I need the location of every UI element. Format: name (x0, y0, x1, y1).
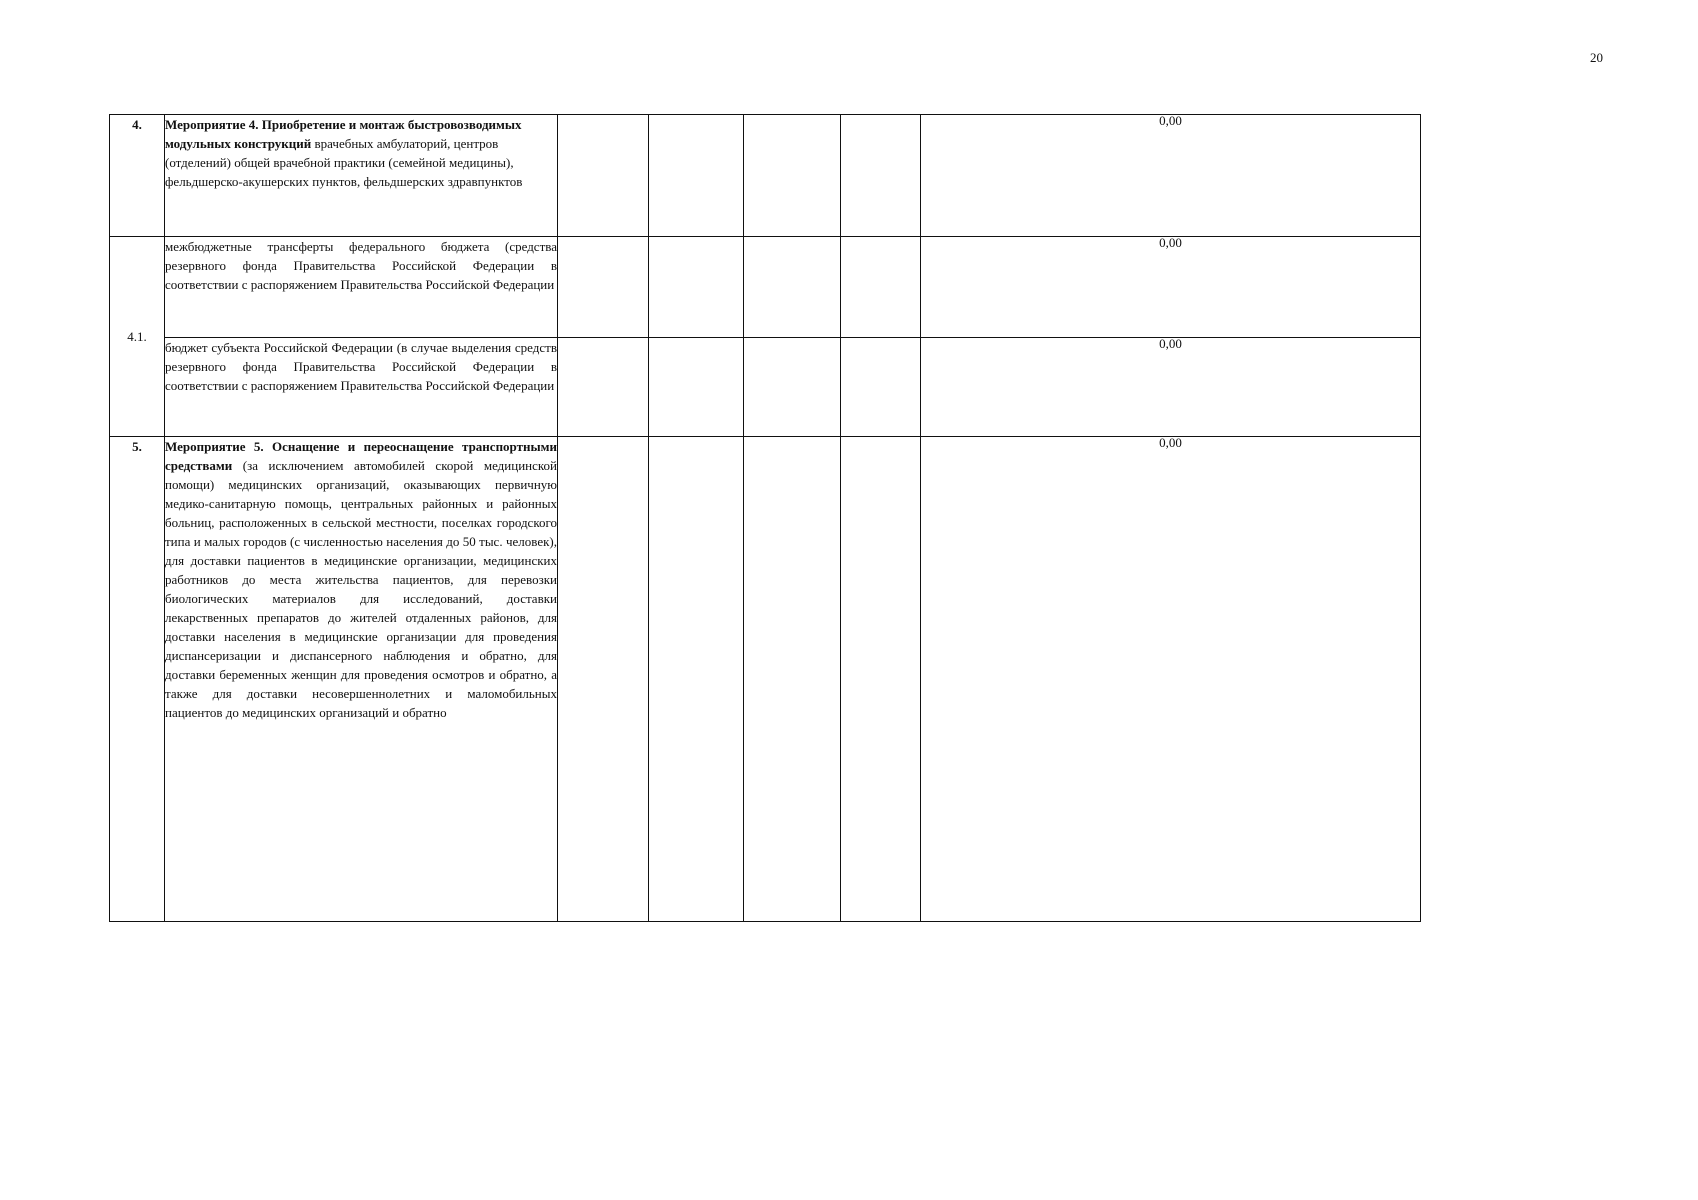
amount-cell: 0,00 (921, 338, 1421, 437)
row-number: 4. (110, 115, 165, 237)
empty-cell (649, 115, 744, 237)
empty-cell (841, 437, 921, 922)
empty-cell (558, 237, 649, 338)
empty-cell (558, 437, 649, 922)
empty-cell (649, 437, 744, 922)
empty-cell (841, 338, 921, 437)
measure-description (165, 115, 558, 237)
budget-table (109, 114, 1421, 922)
table-row (110, 115, 1421, 237)
amount-cell: 0,00 (921, 115, 1421, 237)
row-number: 4.1. (110, 237, 165, 437)
measure-description (165, 437, 558, 922)
page-number: 20 (1590, 50, 1603, 65)
table-row (110, 338, 1421, 437)
measure-text: (за исключением автомобилей скорой медицинской помощи) медицинских организаций, оказывающих первичную медико-санитарную помощь, центральных районных и районных больниц, расположенных в сельской местности, поселках городского типа и малых городов (с численностью населения до 50 тыс. человек), для доставки пациентов в медицинские организации, медицинских работников до места жительства пациентов, для перевозки биологических материалов для исследований, доставки лекарственных препаратов до жителей отдаленных районов, для доставки населения в медицинские организации для проведения диспансеризации и диспансерного наблюдения и обратно, для доставки беременных женщин для проведения осмотров и обратно, а также для доставки несовершеннолетних и маломобильных пациентов до медицинских организаций и обратно (165, 458, 557, 720)
table-row (110, 237, 1421, 338)
row-number: 5. (110, 437, 165, 922)
measure-title: Мероприятие 5. Оснащение и переоснащение транспортными средствами (165, 439, 557, 473)
measure-title: Мероприятие 4. Приобретение и монтаж быстровозводимых модульных конструкций (165, 117, 522, 151)
empty-cell (841, 237, 921, 338)
empty-cell (744, 338, 841, 437)
empty-cell (744, 437, 841, 922)
funding-source-text: бюджет субъекта Российской Федерации (в случае выделения средств резервного фонда Правительства Российской Федерации в соответствии с распоряжением Правительства Российской Федерации (165, 338, 558, 437)
amount-cell: 0,00 (921, 237, 1421, 338)
amount-cell: 0,00 (921, 437, 1421, 922)
funding-source-text: межбюджетные трансферты федерального бюджета (средства резервного фонда Правительства Российской Федерации в соответствии с распоряжением Правительства Российской Федерации (165, 237, 558, 338)
measure-text: врачебных амбулаторий, центров (отделений) общей врачебной практики (семейной медицины), фельдшерско-акушерских пунктов, фельдшерских здравпунктов (165, 136, 523, 189)
empty-cell (558, 338, 649, 437)
empty-cell (649, 338, 744, 437)
empty-cell (744, 237, 841, 338)
empty-cell (744, 115, 841, 237)
empty-cell (649, 237, 744, 338)
table-row (110, 437, 1421, 922)
empty-cell (558, 115, 649, 237)
empty-cell (841, 115, 921, 237)
